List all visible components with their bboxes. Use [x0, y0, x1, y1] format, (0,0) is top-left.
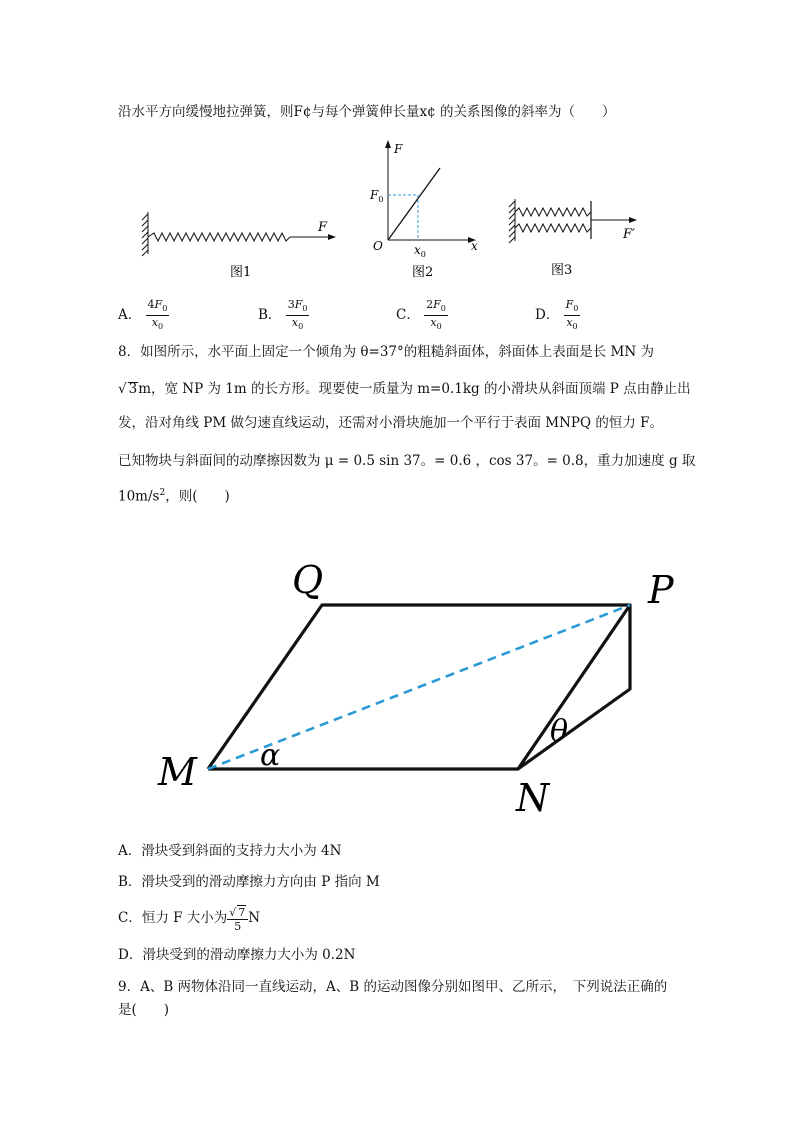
- q7-option-b: B． $\frac{3F_0}{x_0}$: [258, 298, 308, 332]
- q7-option-d: D． $\frac{F_0}{x_0}$: [535, 298, 579, 332]
- q9-line-1: 9．A、B 两物体沿同一直线运动，A、B 的运动图像分别如图甲、乙所示， 下列说法正确的: [118, 979, 668, 995]
- spring-bottom: [515, 224, 591, 232]
- q8-line-2: √ 3m，宽 NP 为 1m 的长方形。现要使一质量为 m=0.1kg 的小滑块从斜面顶端 P 点由静止出: [118, 381, 691, 397]
- figure-2-caption: 图2: [412, 265, 434, 280]
- q8-option-b: B．滑块受到的滑动摩擦力方向由 P 指向 M: [118, 874, 380, 890]
- x-axis-label: x: [471, 239, 478, 253]
- wall-hatch: [142, 212, 148, 256]
- label-n: N: [516, 776, 550, 820]
- q8-line-5: $10m/s^2$，则( ): [118, 488, 230, 505]
- y-axis-arrow: [385, 140, 391, 148]
- q8-line-1: 8．如图所示，水平面上固定一个倾角为 θ=37°的粗糙斜面体，斜面体上表面是长 MN 为: [118, 344, 654, 360]
- label-q: Q: [292, 558, 324, 602]
- figure-2: [360, 138, 490, 288]
- y-axis-label: F: [394, 142, 403, 156]
- figure-1: [140, 210, 340, 290]
- x-tick-label: $x_0$: [414, 243, 426, 259]
- figure-1-caption: 图1: [230, 265, 252, 280]
- label-m: M: [158, 750, 197, 794]
- q8-line-3: 发，沿对角线 PM 做匀速直线运动，还需对小滑块施加一个平行于表面 MNPQ 的恒力 F。: [118, 415, 664, 431]
- origin-label: O: [373, 239, 383, 253]
- label-alpha: α: [260, 738, 281, 773]
- force-arrow-head: [629, 217, 637, 223]
- figure-3-caption: 图3: [551, 263, 573, 278]
- spring-top: [515, 208, 591, 216]
- q7-stem: 沿水平方向缓慢地拉弹簧，则F¢与每个弹簧伸长量x¢ 的关系图像的斜率为（ ）: [118, 104, 616, 120]
- q9-line-2: 是( ): [118, 1002, 170, 1018]
- force-label: F: [318, 220, 328, 235]
- label-theta: θ: [550, 714, 569, 749]
- figure-3: [505, 195, 655, 285]
- incline-figure: [140, 545, 700, 830]
- q8-option-a: A．滑块受到斜面的支持力大小为 4N: [118, 843, 342, 859]
- wall-hatch: [509, 199, 515, 243]
- q8-option-d: D．滑块受到的滑动摩擦力大小为 0.2N: [118, 947, 356, 963]
- spring: [148, 233, 290, 241]
- y-tick-label: $F_0$: [370, 188, 384, 204]
- q7-option-c: C． $\frac{2F_0}{x_0}$: [396, 298, 446, 332]
- label-p: P: [648, 568, 674, 612]
- graph-line: [388, 168, 440, 240]
- force-label: F′: [623, 227, 635, 242]
- q8-option-c: C．恒力 F 大小为 $\frac{√ 7}{5}$ N: [118, 905, 261, 933]
- force-arrow-head: [328, 234, 336, 240]
- q8-line-4: 已知物块与斜面间的动摩擦因数为 μ = 0.5 sin 37。= 0.6 ，cos 37。= 0.8，重力加速度 g 取: [118, 453, 696, 469]
- q7-option-a: A． $\frac{4F_0}{x_0}$: [118, 298, 168, 332]
